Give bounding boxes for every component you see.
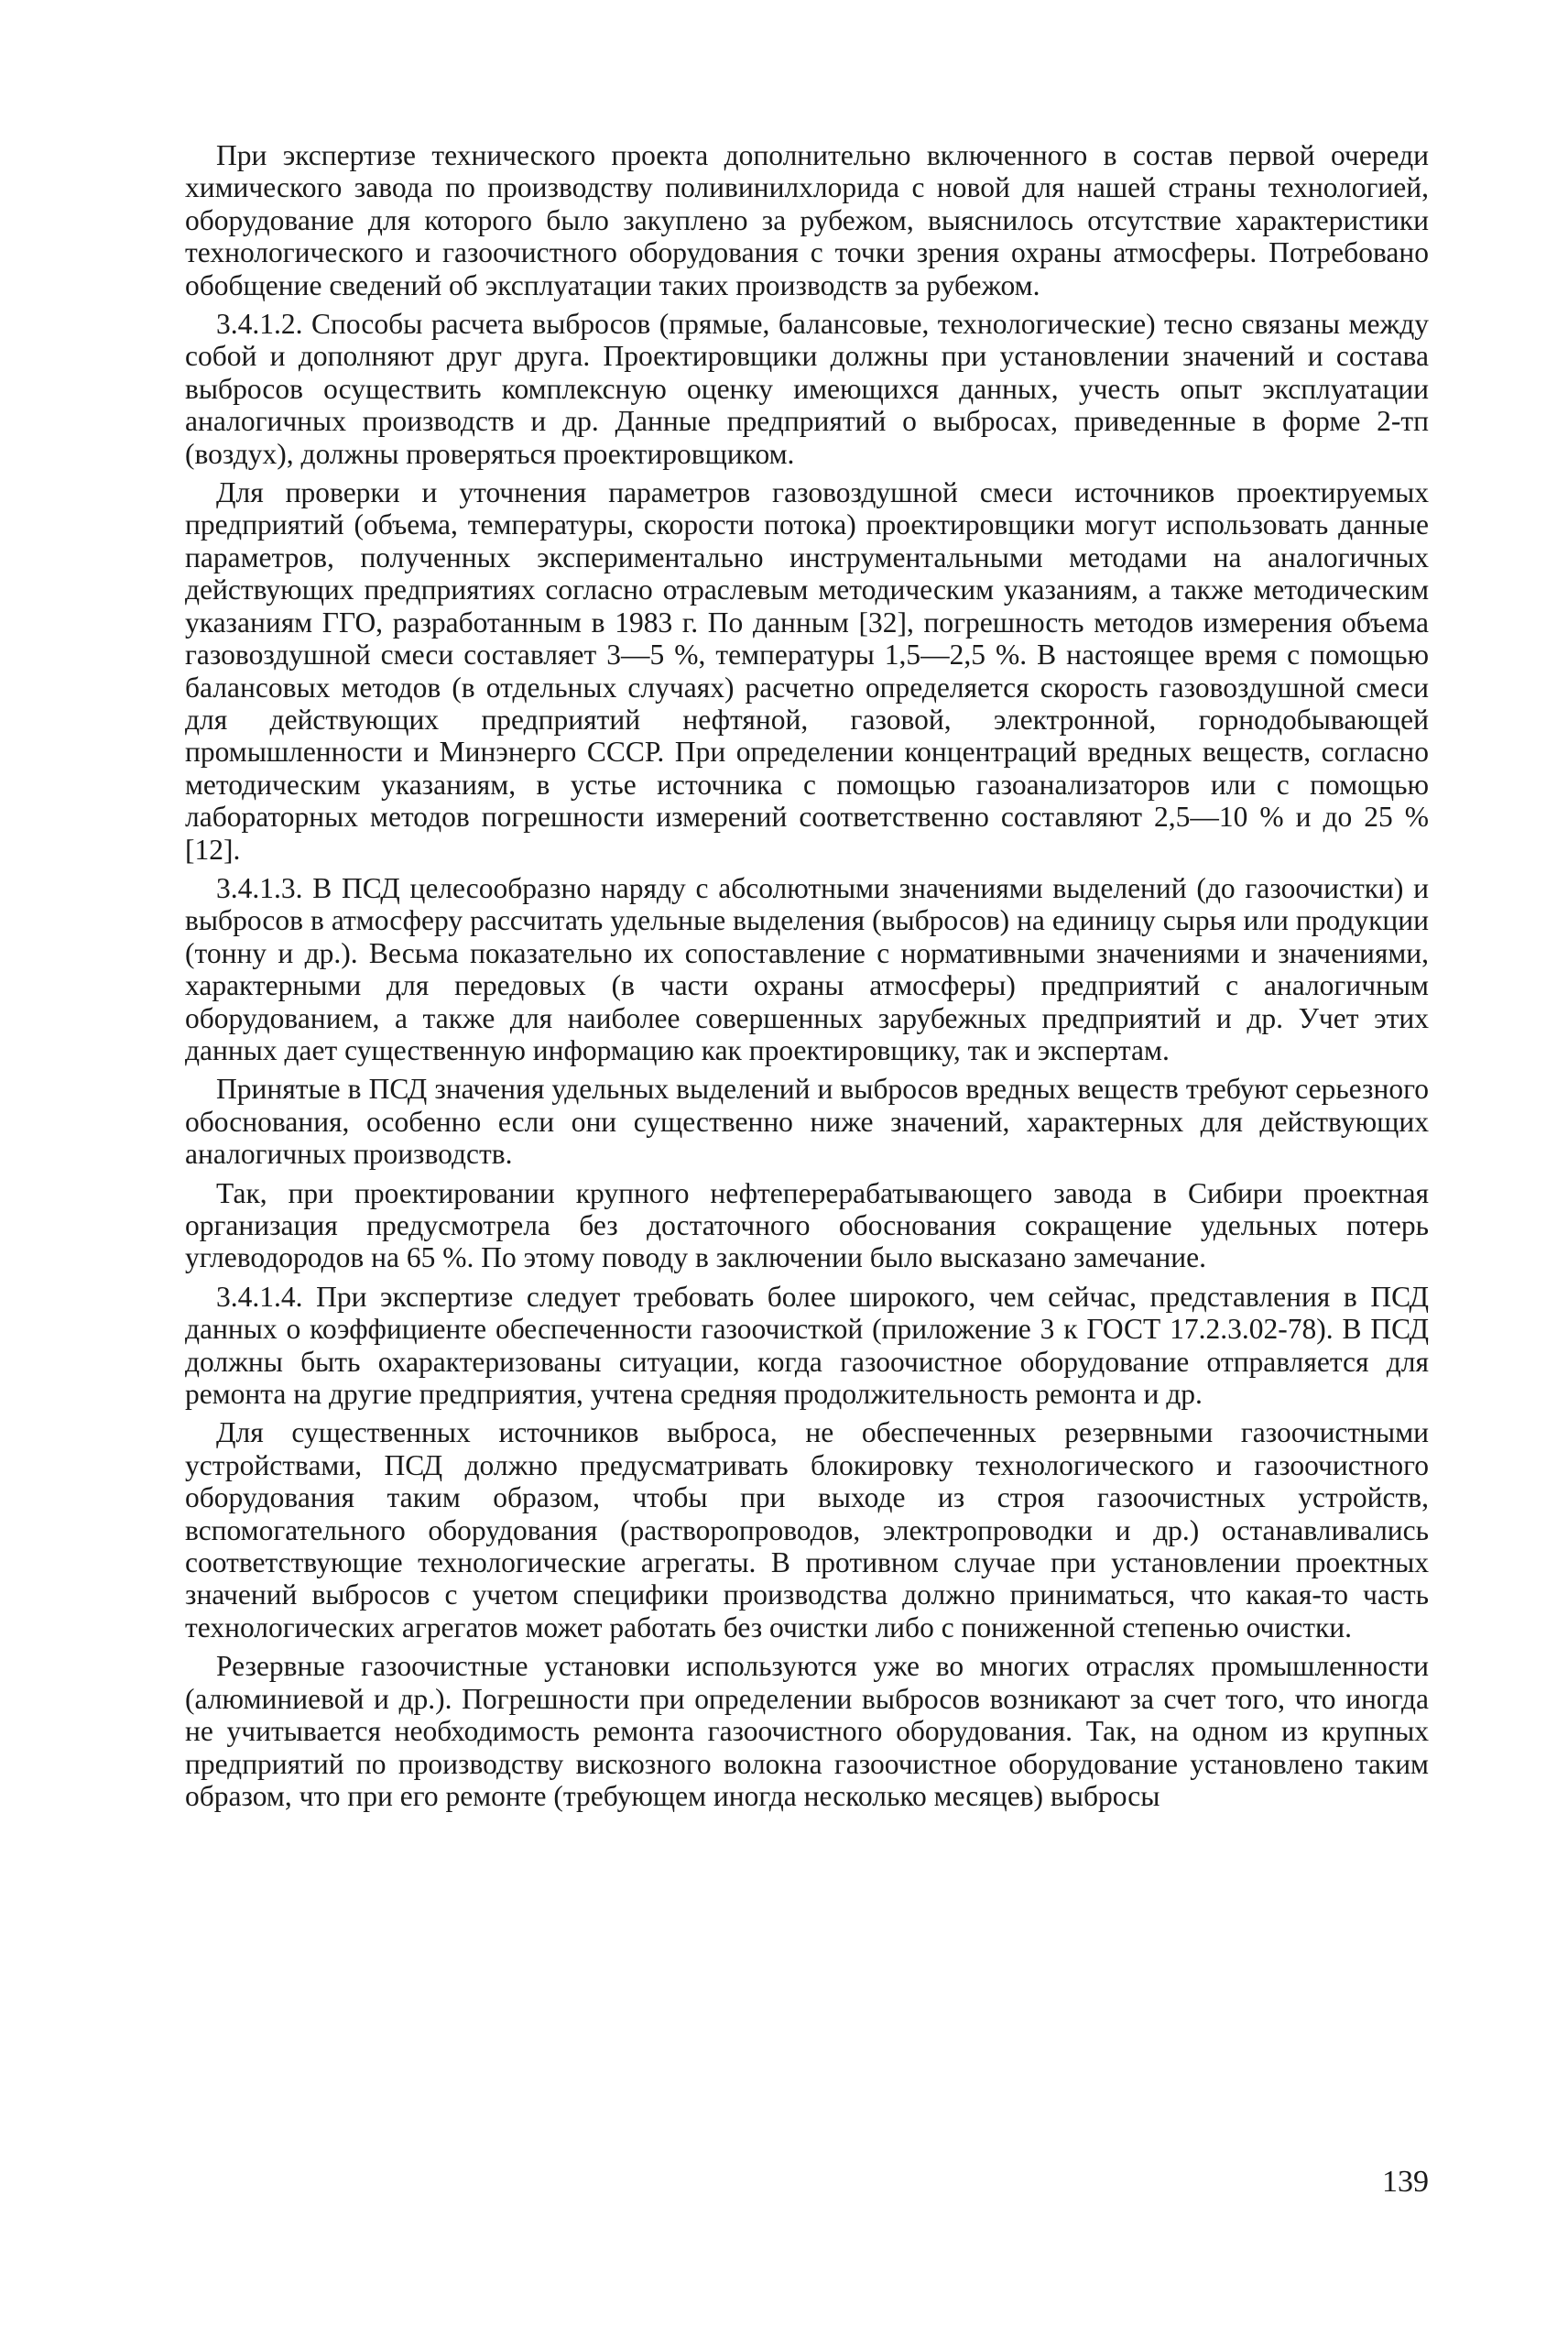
paragraph-4: 3.4.1.3. В ПСД целесообразно наряду с абсолютными значениями выделений (до газоочистки) и выбросов в атмосферу рассчитать удельные выделения (выбросов) на единицу сырья или продукции (тонну и др.). Весьма показательно их сопоставление с нормативными значениями и значениями, характерными для передовых (в части охраны атмосферы) предприятий с аналогичным оборудованием, а также для наиболее совершенных зарубежных предприятий и др. Учет этих данных дает существенную информацию как проектировщику, так и экспертам.	[185, 871, 1429, 1066]
paragraph-7: 3.4.1.4. При экспертизе следует требовать более широкого, чем сейчас, представления в ПСД данных о коэффициенте обеспеченности газоочисткой (приложение 3 к ГОСТ 17.2.3.02-78). В ПСД должны быть охарактеризованы ситуации, когда газоочистное оборудование отправляется для ремонта на другие предприятия, учтена средняя продолжительность ремонта и др.	[185, 1280, 1429, 1411]
paragraph-1: При экспертизе технического проекта дополнительно включенного в состав первой очереди химического завода по производству поливинилхлорида с новой для нашей страны технологией, оборудование для которого было закуплено за рубежом, выяснилось отсутствие характеристики технологического и газоочистного оборудования с точки зрения охраны атмосферы. Потребовано обобщение сведений об эксплуатации таких производств за рубежом.	[185, 139, 1429, 301]
paragraph-8: Для существенных источников выброса, не обеспеченных резервными газоочистными устройствами, ПСД должно предусматривать блокировку технологического и газоочистного оборудования таким образом, чтобы при выходе из строя газоочистных устройств, вспомогательного оборудования (растворопроводов, электропроводки и др.) останавливались соответствующие технологические агрегаты. В противном случае при установлении проектных значений выбросов с учетом специфики производства должно приниматься, что какая-то часть технологических агрегатов может работать без очистки либо с пониженной степенью очистки.	[185, 1416, 1429, 1643]
paragraph-2: 3.4.1.2. Способы расчета выбросов (прямые, балансовые, технологические) тесно связаны между собой и дополняют друг друга. Проектировщики должны при установлении значений и состава выбросов осуществить комплексную оценку имеющихся данных, учесть опыт эксплуатации аналогичных производств и др. Данные предприятий о выбросах, приведенные в форме 2-тп (воздух), должны проверяться проектировщиком.	[185, 308, 1429, 470]
paragraph-6: Так, при проектировании крупного нефтеперерабатывающего завода в Сибири проектная организация предусмотрела без достаточного обоснования сокращение удельных потерь углеводородов на 65 %. По этому поводу в заключении было высказано замечание.	[185, 1176, 1429, 1274]
page-number: 139	[1382, 2165, 1429, 2199]
paragraph-5: Принятые в ПСД значения удельных выделений и выбросов вредных веществ требуют серьезного обоснования, особенно если они существенно ниже значений, характерных для действующих аналогичных производств.	[185, 1073, 1429, 1171]
paragraph-9: Резервные газоочистные установки используются уже во многих отраслях промышленности (алюминиевой и др.). Погрешности при определении выбросов возникают за счет того, что иногда не учитывается необходимость ремонта газоочистного оборудования. Так, на одном из крупных предприятий по производству вискозного волокна газоочистное оборудование установлено таким образом, что при его ремонте (требующем иногда несколько месяцев) выбросы	[185, 1650, 1429, 1812]
page-body	[185, 139, 1429, 1818]
paragraph-3: Для проверки и уточнения параметров газовоздушной смеси источников проектируемых предприятий (объема, температуры, скорости потока) проектировщики могут использовать данные параметров, полученных экспериментально инструментальными методами на аналогичных действующих предприятиях согласно отраслевым методическим указаниям, а также методическим указаниям ГГО, разработанным в 1983 г. По данным [32], погрешность методов измерения объема газовоздушной смеси составляет 3—5 %, температуры 1,5—2,5 %. В настоящее время с помощью балансовых методов (в отдельных случаях) расчетно определяется скорость газовоздушной смеси для действующих предприятий нефтяной, газовой, электронной, горнодобывающей промышленности и Минэнерго СССР. При определении концентраций вредных веществ, согласно методическим указаниям, в устье источника с помощью газоанализаторов или с помощью лабораторных методов погрешности измерений соответственно составляют 2,5—10 % и до 25 % [12].	[185, 476, 1429, 866]
